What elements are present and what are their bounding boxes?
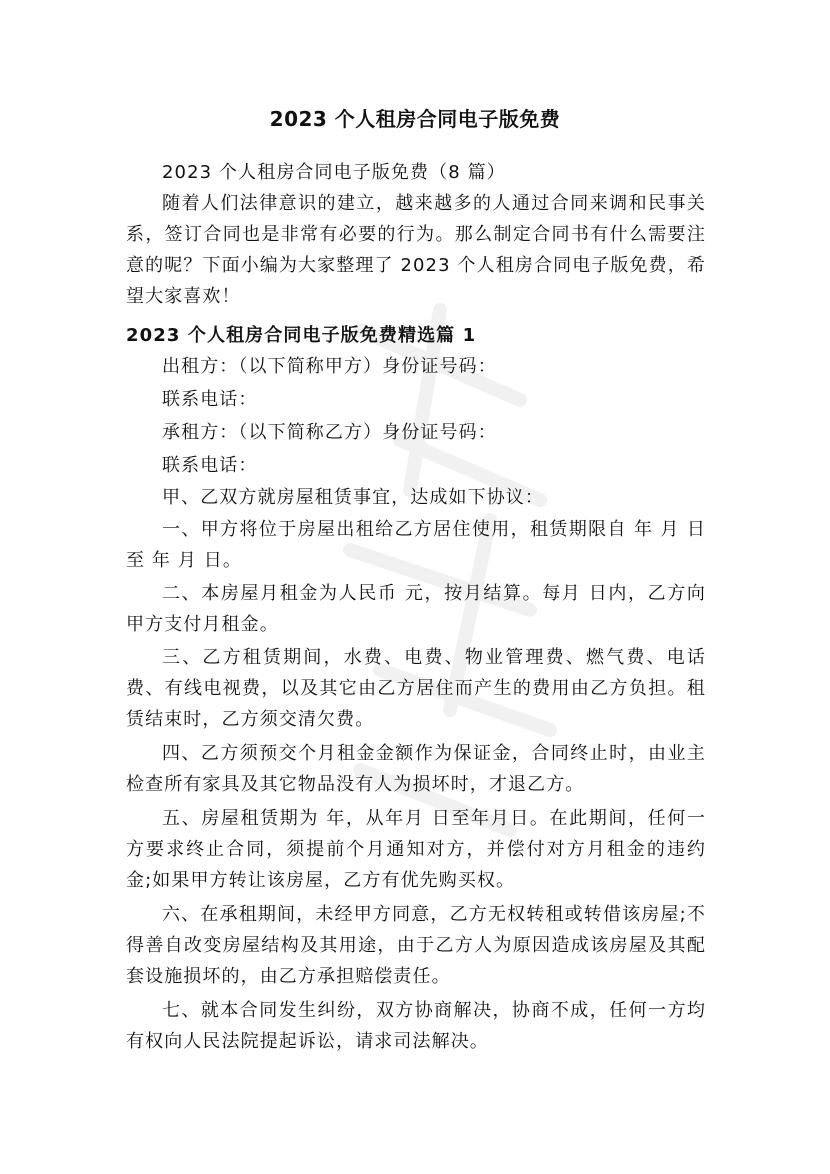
clause-3: 三、乙方租赁期间，水费、电费、物业管理费、燃气费、电话费、有线电视费，以及其它由乙方居住而产生的费用由乙方负担。租赁结束时，乙方须交清欠费。 <box>126 647 706 730</box>
section-heading: 2023 个人租房合同电子版免费精选篇 1 <box>126 325 477 346</box>
clause-6: 六、在承租期间，未经甲方同意，乙方无权转租或转借该房屋;不得善自改变房屋结构及其用途，由于乙方人为原因造成该房屋及其配套设施损坏的，由乙方承担赔偿责任。 <box>126 904 706 987</box>
clause-1: 一、甲方将位于房屋出租给乙方居住使用，租赁期限自 年 月 日至 年 月 日。 <box>126 519 706 571</box>
intro-paragraph: 随着人们法律意识的建立，越来越多的人通过合同来调和民事关系，签订合同也是非常有必要的行为。那么制定合同书有什么需要注意的呢？下面小编为大家整理了 2023 个人租房合同电子版免费，希望大家喜欢！ <box>126 193 706 307</box>
clause-7: 七、就本合同发生纠纷，双方协商解决，协商不成，任何一方均有权向人民法院提起诉讼，请求司法解决。 <box>126 1000 706 1052</box>
lessor-phone-line: 联系电话： <box>162 389 258 410</box>
lessee-phone-line: 联系电话： <box>162 455 258 476</box>
clause-2: 二、本房屋月租金为人民币 元，按月结算。每月 日内，乙方向甲方支付月租金。 <box>126 583 706 635</box>
clause-5: 五、房屋租赁期为 年，从年月 日至年月日。在此期间，任何一方要求终止合同，须提前个月通知对方，并偿付对方月租金的违约金;如果甲方转让该房屋，乙方有优先购买权。 <box>126 808 706 891</box>
intro-subtitle: 2023 个人租房合同电子版免费（8 篇） <box>162 162 506 183</box>
lessor-line: 出租方：（以下简称甲方）身份证号码： <box>162 356 497 377</box>
agreement-intro: 甲、乙双方就房屋租赁事宜，达成如下协议： <box>162 487 544 508</box>
clause-4: 四、乙方须预交个月租金金额作为保证金，合同终止时，由业主检查所有家具及其它物品没有人为损坏时，才退乙方。 <box>126 743 706 795</box>
document-title: 2023 个人租房合同电子版免费 <box>269 107 561 131</box>
lessee-line: 承租方：（以下简称乙方）身份证号码： <box>162 422 497 443</box>
